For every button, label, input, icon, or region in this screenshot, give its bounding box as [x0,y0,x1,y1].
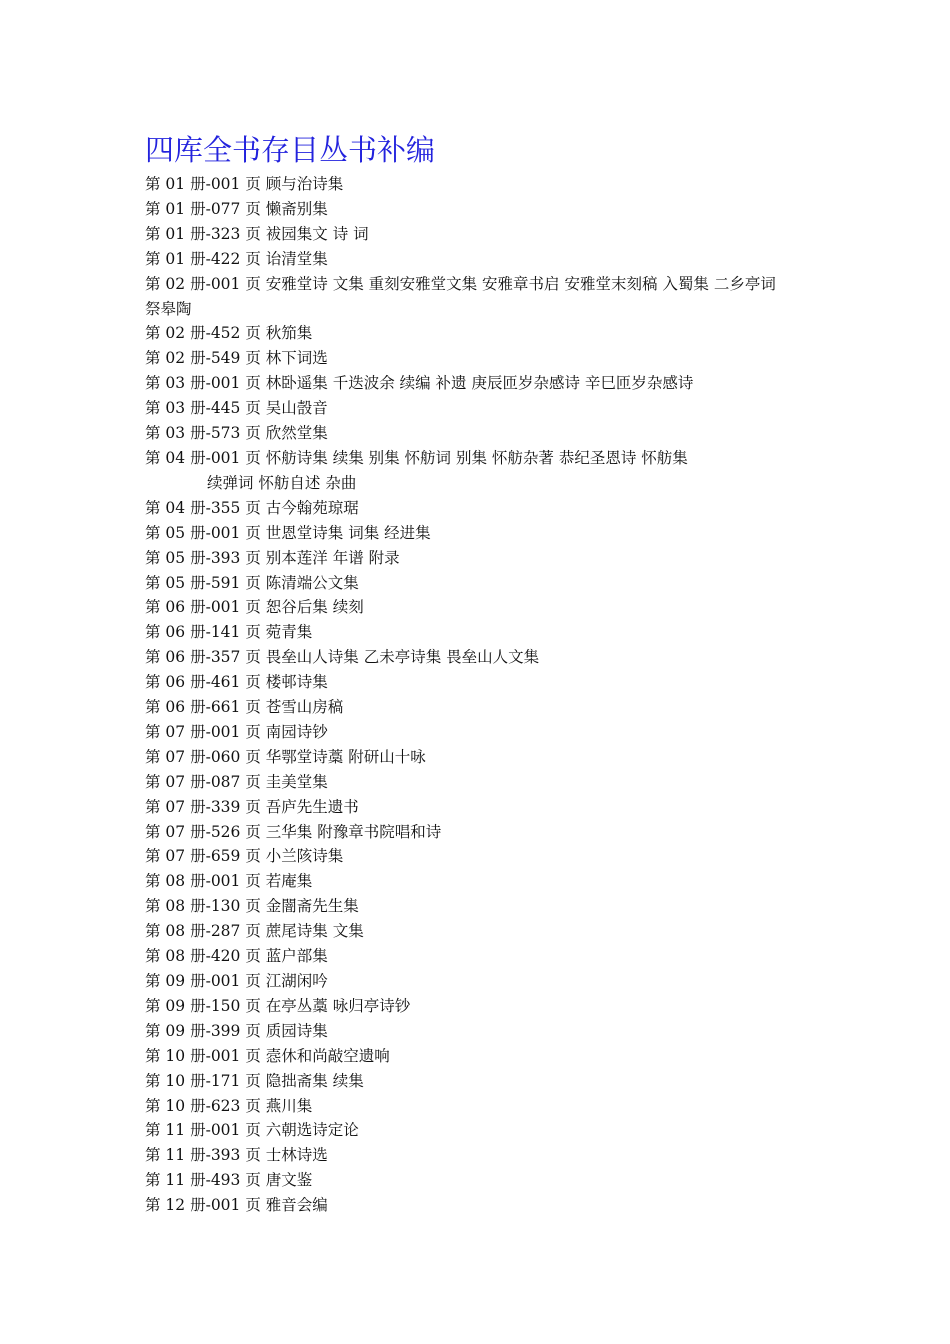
catalog-entry [145,272,825,297]
catalog-entry [145,1019,825,1044]
catalog-entry [145,222,825,247]
volume-page-ref: 第 02 册-452 页 [145,324,261,343]
collection-titles: 恕谷后集 续刻 [265,598,364,617]
catalog-entry [145,695,825,720]
collection-titles: 世恩堂诗集 词集 经进集 [265,523,431,542]
catalog-entry [145,894,825,919]
volume-page-ref: 第 01 册-077 页 [145,199,261,218]
volume-page-ref: 第 05 册-393 页 [145,548,261,567]
volume-page-ref: 第 07 册-339 页 [145,797,261,816]
volume-page-ref: 第 10 册-623 页 [145,1096,261,1115]
catalog-entry [145,645,825,670]
catalog-entry [145,969,825,994]
volume-page-ref: 第 05 册-001 页 [145,523,261,542]
collection-titles: 南园诗钞 [265,722,328,741]
catalog-entry [145,919,825,944]
volume-page-ref: 第 12 册-001 页 [145,1196,261,1215]
catalog-entry [145,172,825,197]
catalog-entry [145,1143,825,1168]
catalog-entry [145,321,825,346]
catalog-entry [145,1168,825,1193]
volume-page-ref: 第 07 册-001 页 [145,722,261,741]
volume-page-ref: 第 09 册-399 页 [145,1021,261,1040]
volume-page-ref: 第 10 册-171 页 [145,1071,261,1090]
volume-page-ref: 第 11 册-393 页 [145,1146,261,1165]
volume-page-ref: 第 09 册-150 页 [145,996,261,1015]
catalog-entry [145,396,825,421]
document-title: 四库全书存目丛书补编 [145,133,436,167]
catalog-entry [145,770,825,795]
catalog-entry [145,595,825,620]
volume-page-ref: 第 05 册-591 页 [145,573,261,592]
volume-page-ref: 第 03 册-573 页 [145,424,261,443]
collection-titles: 林下词选 [265,349,328,368]
collection-titles: 苍雪山房稿 [265,698,344,717]
collection-titles: 畏垒山人诗集 乙未亭诗集 畏垒山人文集 [265,648,540,667]
catalog-entry [145,546,825,571]
collection-titles: 菀青集 [265,623,313,642]
volume-page-ref: 第 02 册-549 页 [145,349,261,368]
collection-titles: 质园诗集 [265,1021,328,1040]
collection-titles: 金闇斋先生集 [265,897,359,916]
volume-page-ref: 第 08 册-287 页 [145,922,261,941]
volume-page-ref: 第 11 册-001 页 [145,1121,261,1140]
volume-page-ref: 第 06 册-001 页 [145,598,261,617]
volume-page-ref: 第 03 册-445 页 [145,399,261,418]
collection-titles: 安雅堂诗 文集 重刻安雅堂文集 安雅章书启 安雅堂末刻稿 入蜀集 二乡亭词 [265,274,776,293]
volume-page-ref: 第 04 册-355 页 [145,498,261,517]
catalog-entry [145,869,825,894]
volume-page-ref: 第 07 册-087 页 [145,772,261,791]
catalog-entry [145,1193,825,1218]
volume-page-ref: 第 06 册-461 页 [145,673,261,692]
collection-titles: 欣然堂集 [265,424,328,443]
catalog-entry [145,421,825,446]
collection-titles: 三华集 附豫章书院唱和诗 [265,822,442,841]
volume-page-ref: 第 04 册-001 页 [145,448,261,467]
catalog-entry [145,994,825,1019]
collection-titles: 林卧遥集 千迭波余 续编 补遗 庚辰匝岁杂感诗 辛巳匝岁杂感诗 [265,374,694,393]
collection-titles: 若庵集 [265,872,313,891]
volume-page-ref: 第 01 册-323 页 [145,224,261,243]
catalog-entry [145,1094,825,1119]
collection-titles: 懒斋别集 [265,199,328,218]
catalog-entry [145,1044,825,1069]
collection-titles: 古今翰苑琼琚 [265,498,359,517]
catalog-entry [145,346,825,371]
catalog-list [145,172,825,1218]
collection-titles: 秋笳集 [265,324,313,343]
collection-titles: 蓝户部集 [265,947,328,966]
catalog-entry [145,1069,825,1094]
collection-titles: 隐拙斋集 续集 [265,1071,364,1090]
collection-titles: 怀舫诗集 续集 别集 怀舫词 别集 怀舫杂著 恭纪圣恩诗 怀舫集 [265,448,688,467]
catalog-entry [145,795,825,820]
volume-page-ref: 第 02 册-001 页 [145,274,261,293]
catalog-entry [145,571,825,596]
catalog-entry [145,670,825,695]
collection-titles: 悫休和尚敲空遗响 [265,1046,390,1065]
catalog-entry [145,820,825,845]
volume-page-ref: 第 01 册-422 页 [145,249,261,268]
collection-titles: 雅音会编 [265,1196,328,1215]
catalog-entry [145,720,825,745]
catalog-entry-continuation: 续弹词 怀舫自述 杂曲 [207,473,357,492]
catalog-entry [145,1118,825,1143]
volume-page-ref: 第 09 册-001 页 [145,972,261,990]
collection-titles: 蔗尾诗集 文集 [265,922,364,941]
collection-titles: 吾庐先生遗书 [265,797,359,816]
volume-page-ref: 第 08 册-001 页 [145,872,261,891]
volume-page-ref: 第 07 册-526 页 [145,822,261,841]
catalog-entry [145,247,825,272]
collection-titles: 诒清堂集 [265,249,328,268]
collection-titles: 陈清端公文集 [265,573,359,592]
volume-page-ref: 第 07 册-060 页 [145,747,261,766]
catalog-entry [145,620,825,645]
collection-titles: 唐文鉴 [265,1171,313,1190]
collection-titles: 吴山嗀音 [265,399,328,418]
volume-page-ref: 第 03 册-001 页 [145,374,261,393]
collection-titles: 别本莲洋 年谱 附录 [265,548,400,567]
collection-titles: 六朝选诗定论 [265,1121,359,1140]
catalog-entry [145,371,825,396]
volume-page-ref: 第 08 册-130 页 [145,897,261,916]
volume-page-ref: 第 06 册-357 页 [145,648,261,667]
volume-page-ref: 第 01 册-001 页 [145,175,261,193]
catalog-entry [145,197,825,222]
collection-titles: 袚园集文 诗 词 [265,224,369,243]
collection-titles: 小兰陔诗集 [265,847,344,866]
catalog-entry [145,944,825,969]
collection-titles: 圭美堂集 [265,772,328,791]
volume-page-ref: 第 06 册-141 页 [145,623,261,642]
volume-page-ref: 第 07 册-659 页 [145,847,261,866]
collection-titles: 士林诗选 [265,1146,328,1165]
catalog-entry [145,521,825,546]
volume-page-ref: 第 08 册-420 页 [145,947,261,966]
volume-page-ref: 第 11 册-493 页 [145,1171,261,1190]
collection-titles: 江湖闲吟 [265,972,328,990]
catalog-entry [145,446,825,471]
volume-page-ref: 第 06 册-661 页 [145,698,261,717]
document-page [145,128,825,1218]
collection-titles: 在亭丛藁 咏归亭诗钞 [265,996,411,1015]
catalog-entry [145,496,825,521]
catalog-entry [145,844,825,869]
collection-titles: 燕川集 [265,1096,313,1115]
collection-titles: 顾与治诗集 [265,175,344,193]
catalog-entry [145,745,825,770]
catalog-entry-continuation: 祭皋陶 [145,299,192,318]
collection-titles: 楼邨诗集 [265,673,328,692]
volume-page-ref: 第 10 册-001 页 [145,1046,261,1065]
collection-titles: 华鄂堂诗藁 附研山十咏 [265,747,426,766]
